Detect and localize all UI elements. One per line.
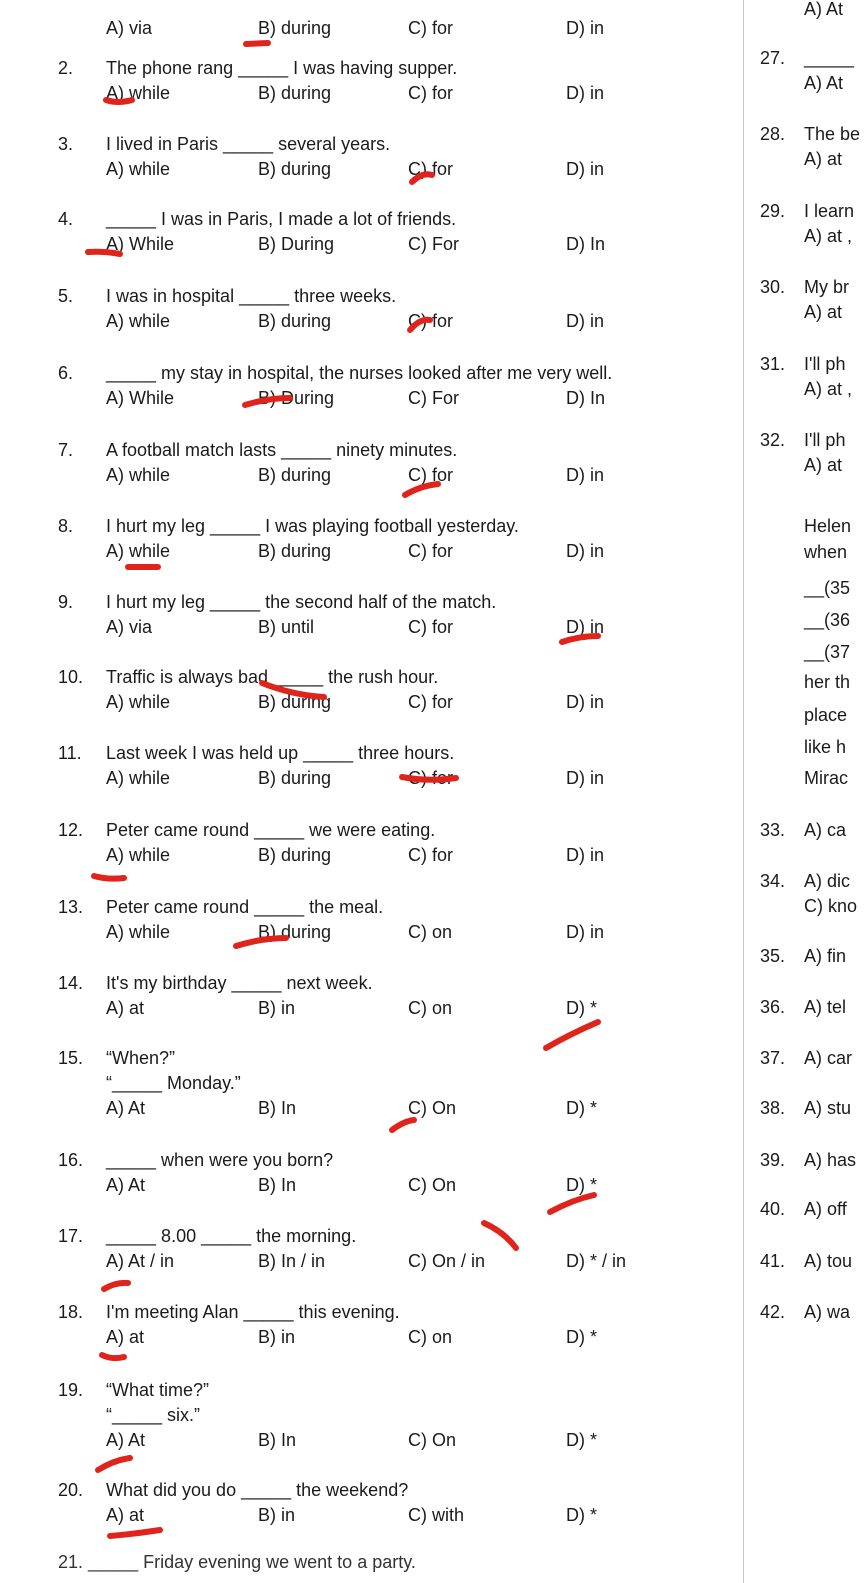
option-c[interactable]: C) on <box>408 1327 453 1347</box>
option-c[interactable]: C) for <box>408 159 453 179</box>
options-row <box>0 311 740 335</box>
option-d[interactable]: D) in <box>566 768 605 788</box>
option-c[interactable]: C) for <box>408 768 453 788</box>
option-a[interactable]: A) At <box>106 1430 146 1450</box>
right-question-34 <box>760 871 864 921</box>
option-d[interactable]: D) in <box>566 617 605 637</box>
question-stem: I hurt my leg _____ the second half of the match. <box>106 592 497 612</box>
option-a[interactable]: A) stu <box>804 1098 852 1118</box>
question-number: 36. <box>760 997 786 1017</box>
question-stem-reply: “_____ Monday.” <box>106 1073 241 1093</box>
options-row <box>0 541 740 565</box>
option-a[interactable]: A) fin <box>804 946 847 966</box>
right-question-38 <box>760 1098 864 1148</box>
question-2 <box>0 58 740 118</box>
option-a[interactable]: A) while <box>106 465 171 485</box>
question-16 <box>0 1150 740 1210</box>
option-d[interactable]: D) in <box>566 845 605 865</box>
option-c[interactable]: C) with <box>408 1505 465 1525</box>
right-question-32 <box>760 430 864 480</box>
option-d[interactable]: D) in <box>566 692 605 712</box>
question-stem: The phone rang _____ I was having supper. <box>106 58 458 78</box>
question-19 <box>0 1380 740 1460</box>
options-row <box>0 159 740 183</box>
question-14 <box>0 973 740 1033</box>
options-row <box>0 1505 740 1529</box>
options-row <box>0 845 740 869</box>
right-question-30 <box>760 277 864 327</box>
question-number: 41. <box>760 1251 786 1271</box>
option-a[interactable]: A) at <box>804 149 843 169</box>
question-17 <box>0 1226 740 1286</box>
question-stem-reply: “_____ six.” <box>106 1405 201 1425</box>
option-c[interactable]: C) On / in <box>408 1251 486 1271</box>
options-row <box>0 1098 740 1122</box>
option-c[interactable]: C) For <box>408 388 459 408</box>
question-4 <box>0 209 740 269</box>
question-number: 18. <box>58 1302 84 1322</box>
options-row <box>0 234 740 258</box>
option-b[interactable]: B) during <box>258 311 332 331</box>
option-a[interactable]: A) While <box>106 388 175 408</box>
option-d[interactable]: D) * <box>566 1098 597 1118</box>
question-number: 13. <box>58 897 84 917</box>
option-d[interactable]: D) in <box>566 541 605 561</box>
passage-line: __(37 <box>804 642 851 662</box>
question-stem: “When?” <box>106 1048 176 1068</box>
question-number: 30. <box>760 277 786 297</box>
option-c[interactable]: C) for <box>408 617 453 637</box>
option-a[interactable]: A) car <box>804 1048 853 1068</box>
question-stem: _____ I was in Paris, I made a lot of friends. <box>106 209 457 229</box>
question-10 <box>0 667 740 727</box>
options-row <box>0 692 740 716</box>
question-20 <box>0 1480 740 1540</box>
option-d[interactable]: D) in <box>566 83 605 103</box>
option-a[interactable]: A) at , <box>804 379 853 399</box>
question-21-partial: 21. _____ Friday evening we went to a party. <box>58 1552 416 1572</box>
option-c[interactable]: C) on <box>408 922 453 942</box>
option-a[interactable]: A) off <box>804 1199 847 1219</box>
option-b[interactable]: B) during <box>258 83 332 103</box>
passage-line: __(36 <box>804 610 851 630</box>
question-number: 28. <box>760 124 786 144</box>
question-number: 10. <box>58 667 84 687</box>
question-stem: _____ when were you born? <box>106 1150 334 1170</box>
option-a[interactable]: A) while <box>106 845 171 865</box>
option-b[interactable]: B) In <box>258 1175 297 1195</box>
options-row <box>0 388 740 412</box>
question-number: 6. <box>58 363 74 383</box>
question-5 <box>0 286 740 346</box>
option-a[interactable]: A) At / in <box>106 1251 175 1271</box>
right-question-27 <box>760 48 864 98</box>
question-number: 15. <box>58 1048 84 1068</box>
options-row <box>0 1327 740 1351</box>
option-a[interactable]: A) while <box>106 159 171 179</box>
right-question-28 <box>760 124 864 174</box>
right-question-37 <box>760 1048 864 1098</box>
question-12 <box>0 820 740 880</box>
option-b[interactable]: B) During <box>258 388 335 408</box>
options-row <box>0 768 740 792</box>
options-row <box>0 1251 740 1275</box>
passage-line: __(35 <box>804 578 851 598</box>
option-a[interactable]: A) while <box>106 311 171 331</box>
question-number: 2. <box>58 58 74 78</box>
passage-line: Helen <box>804 516 852 536</box>
question-number: 29. <box>760 201 786 221</box>
option-a[interactable]: A) has <box>804 1150 857 1170</box>
option-a[interactable]: A) at <box>106 1505 145 1525</box>
option-b[interactable]: B) In <box>258 1430 297 1450</box>
right-question-40 <box>760 1199 864 1249</box>
question-stem: It's my birthday _____ next week. <box>106 973 373 993</box>
option-a[interactable]: A) while <box>106 83 171 103</box>
option-c[interactable]: C) for <box>408 692 453 712</box>
option-c[interactable]: C) for <box>408 311 453 331</box>
question-number: 4. <box>58 209 74 229</box>
option-b[interactable]: B) during <box>258 18 332 38</box>
question-1-options <box>0 18 740 42</box>
question-7 <box>0 440 740 500</box>
option-a[interactable]: A) at <box>106 1327 145 1347</box>
option-a[interactable]: A) while <box>106 541 171 561</box>
question-number: 5. <box>58 286 74 306</box>
option-b[interactable]: B) during <box>258 922 332 942</box>
passage-line: her th <box>804 672 851 692</box>
option-a[interactable]: A) At <box>804 73 844 93</box>
options-row <box>0 922 740 946</box>
option-a[interactable]: A) tou <box>804 1251 853 1271</box>
question-13 <box>0 897 740 957</box>
question-number: 14. <box>58 973 84 993</box>
option-c[interactable]: C) for <box>408 18 453 38</box>
question-number: 42. <box>760 1302 786 1322</box>
option-c[interactable]: C) for <box>408 845 453 865</box>
question-number: 33. <box>760 820 786 840</box>
question-number: 31. <box>760 354 786 374</box>
question-9 <box>0 592 740 652</box>
question-number: 27. <box>760 48 786 68</box>
option-a[interactable]: A) at <box>804 455 843 475</box>
right-q-26-option <box>760 0 864 25</box>
option-a[interactable]: A) dic <box>804 871 851 891</box>
option-c[interactable]: C) For <box>408 234 459 254</box>
option-d[interactable]: D) * / in <box>566 1251 627 1271</box>
option-a[interactable]: A) while <box>106 922 171 942</box>
question-number: 12. <box>58 820 84 840</box>
question-stem: I hurt my leg _____ I was playing football yesterday. <box>106 516 519 536</box>
option-a[interactable]: A) wa <box>804 1302 851 1322</box>
right-question-41 <box>760 1251 864 1301</box>
option-c[interactable]: C) on <box>408 998 453 1018</box>
question-number: 11. <box>58 743 82 763</box>
option-b[interactable]: B) during <box>258 845 332 865</box>
option-b[interactable]: B) during <box>258 465 332 485</box>
question-stem: I'll ph <box>804 430 846 450</box>
question-stem: I lived in Paris _____ several years. <box>106 134 391 154</box>
option-c[interactable]: C) On <box>408 1098 457 1118</box>
option-a[interactable]: A) At <box>106 1175 146 1195</box>
question-stem: Last week I was held up _____ three hours. <box>106 743 455 763</box>
option-b[interactable]: B) during <box>258 768 332 788</box>
question-number: 20. <box>58 1480 84 1500</box>
option-b[interactable]: B) until <box>258 617 315 637</box>
question-stem: I learn <box>804 201 855 221</box>
option-d[interactable]: D) in <box>566 922 605 942</box>
question-stem: Traffic is always bad _____ the rush hour. <box>106 667 439 687</box>
option-a[interactable]: A) tel <box>804 997 847 1017</box>
option-b[interactable]: B) In / in <box>258 1251 326 1271</box>
option-d[interactable]: D) * <box>566 998 597 1018</box>
question-3 <box>0 134 740 194</box>
option-b[interactable]: B) in <box>258 998 296 1018</box>
option-b[interactable]: B) in <box>258 1327 296 1347</box>
question-6 <box>0 363 740 423</box>
question-stem: My br <box>804 277 849 297</box>
option-a[interactable]: A) While <box>106 234 175 254</box>
question-number: 35. <box>760 946 786 966</box>
option-b[interactable]: B) during <box>258 159 332 179</box>
question-15 <box>0 1048 740 1128</box>
option-a[interactable]: A) at , <box>804 226 853 246</box>
question-stem: Peter came round _____ the meal. <box>106 897 384 917</box>
option-a[interactable]: A) while <box>106 768 171 788</box>
question-number: 39. <box>760 1150 786 1170</box>
passage-line: place <box>804 705 848 725</box>
question-number: 34. <box>760 871 786 891</box>
options-row <box>0 83 740 107</box>
question-number: 7. <box>58 440 74 460</box>
passage-line: like h <box>804 737 847 757</box>
question-number: 37. <box>760 1048 786 1068</box>
option-a[interactable]: A) while <box>106 692 171 712</box>
right-question-35 <box>760 946 864 996</box>
question-number: 3. <box>58 134 74 154</box>
question-number: 40. <box>760 1199 786 1219</box>
question-stem: The be <box>804 124 861 144</box>
question-number: 8. <box>58 516 74 536</box>
options-row <box>0 1175 740 1199</box>
question-18 <box>0 1302 740 1362</box>
option-a[interactable]: A) At <box>106 1098 146 1118</box>
question-number: 38. <box>760 1098 786 1118</box>
option-a[interactable]: A) via <box>106 617 153 637</box>
option-d[interactable]: D) in <box>566 311 605 331</box>
option-a[interactable]: A) at <box>804 302 843 322</box>
question-number: 16. <box>58 1150 84 1170</box>
question-stem: _____ my stay in hospital, the nurses looked after me very well. <box>106 363 613 383</box>
option-d[interactable]: D) * <box>566 1505 597 1525</box>
option-c[interactable]: C) for <box>408 465 453 485</box>
option-c[interactable]: C) kno <box>804 896 858 916</box>
options-row <box>0 617 740 641</box>
question-stem: I'll ph <box>804 354 846 374</box>
option-d[interactable]: D) * <box>566 1327 597 1347</box>
option-d[interactable]: D) * <box>566 1175 597 1195</box>
right-question-36 <box>760 997 864 1047</box>
passage-line: Mirac <box>804 768 848 788</box>
option-b[interactable]: B) In <box>258 1098 297 1118</box>
right-question-42 <box>760 1302 864 1352</box>
option-b[interactable]: B) in <box>258 1505 296 1525</box>
option-a[interactable]: A) at <box>106 998 145 1018</box>
question-1 <box>0 0 740 53</box>
option-c[interactable]: C) for <box>408 541 453 561</box>
right-option-text[interactable]: A) At <box>804 0 844 19</box>
option-d[interactable]: D) In <box>566 234 606 254</box>
option-c[interactable]: C) for <box>408 83 453 103</box>
question-number: 17. <box>58 1226 84 1246</box>
column-divider <box>743 0 744 1583</box>
question-number: 32. <box>760 430 786 450</box>
question-stem: A football match lasts _____ ninety minutes. <box>106 440 458 460</box>
option-d[interactable]: D) in <box>566 465 605 485</box>
option-b[interactable]: B) During <box>258 234 335 254</box>
options-row <box>0 1430 740 1454</box>
options-row <box>0 998 740 1022</box>
question-11 <box>0 743 740 803</box>
option-c[interactable]: C) On <box>408 1430 457 1450</box>
option-c[interactable]: C) On <box>408 1175 457 1195</box>
question-stem: I'm meeting Alan _____ this evening. <box>106 1302 400 1322</box>
options-row <box>0 465 740 489</box>
question-stem: _____ 8.00 _____ the morning. <box>106 1226 357 1246</box>
question-stem: I was in hospital _____ three weeks. <box>106 286 397 306</box>
question-stem: What did you do _____ the weekend? <box>106 1480 409 1500</box>
option-b[interactable]: B) during <box>258 692 332 712</box>
option-a[interactable]: A) via <box>106 18 153 38</box>
option-a[interactable]: A) ca <box>804 820 847 840</box>
right-question-29 <box>760 201 864 251</box>
passage-line: when <box>804 542 848 562</box>
question-stem: _____ <box>804 48 855 68</box>
question-stem: Peter came round _____ we were eating. <box>106 820 436 840</box>
question-8 <box>0 516 740 576</box>
right-question-33 <box>760 820 864 870</box>
option-b[interactable]: B) during <box>258 541 332 561</box>
question-stem: “What time?” <box>106 1380 210 1400</box>
option-d[interactable]: D) in <box>566 18 605 38</box>
option-d[interactable]: D) in <box>566 159 605 179</box>
question-number: 9. <box>58 592 74 612</box>
question-number: 19. <box>58 1380 84 1400</box>
option-d[interactable]: D) In <box>566 388 606 408</box>
right-question-39 <box>760 1150 864 1200</box>
right-question-31 <box>760 354 864 404</box>
option-d[interactable]: D) * <box>566 1430 597 1450</box>
